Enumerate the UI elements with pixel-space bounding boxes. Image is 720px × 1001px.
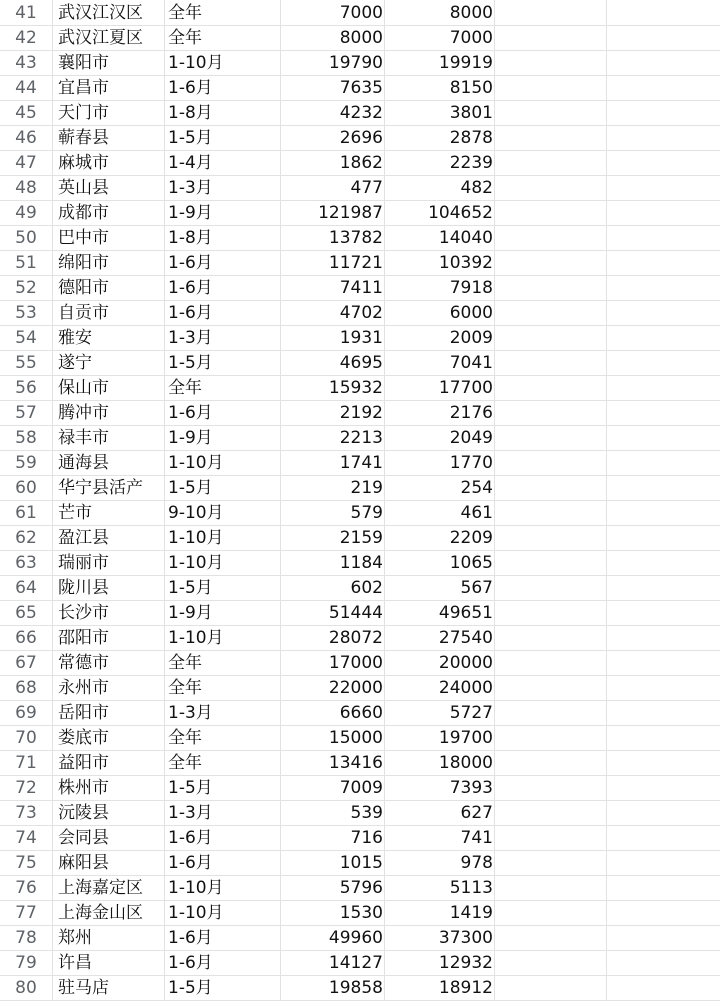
cell-value-2[interactable]: 7918 [449,278,493,298]
cell-period[interactable]: 1-10月 [168,453,224,473]
cell-value-2[interactable]: 254 [460,478,493,498]
cell-period[interactable]: 1-6月 [168,853,213,873]
cell-period[interactable]: 1-3月 [168,328,213,348]
cell-value-1[interactable]: 2192 [339,403,383,423]
cell-value-2[interactable]: 12932 [438,953,493,973]
cell-value-1[interactable]: 51444 [328,603,383,623]
cell-value-1[interactable]: 539 [350,803,383,823]
row-number[interactable]: 79 [15,953,37,973]
row-number[interactable]: 80 [15,978,37,998]
table-row[interactable] [0,801,720,826]
cell-value-2[interactable]: 8150 [449,78,493,98]
cell-value-1[interactable]: 19790 [328,53,383,73]
row-number[interactable]: 69 [15,703,37,723]
cell-city[interactable]: 长沙市 [58,603,109,623]
cell-value-1[interactable]: 14127 [328,953,383,973]
cell-value-2[interactable]: 2176 [449,403,493,423]
cell-city[interactable]: 株州市 [58,778,109,798]
row-number[interactable]: 64 [15,578,37,598]
row-number[interactable]: 65 [15,603,37,623]
row-number[interactable]: 46 [15,128,37,148]
cell-value-1[interactable]: 15000 [328,728,383,748]
row-number[interactable]: 73 [15,803,37,823]
row-number[interactable]: 74 [15,828,37,848]
row-number[interactable]: 72 [15,778,37,798]
cell-period[interactable]: 1-6月 [168,828,213,848]
cell-value-2[interactable]: 2209 [449,528,493,548]
cell-value-2[interactable]: 482 [460,178,493,198]
cell-value-2[interactable]: 19700 [438,728,493,748]
cell-value-1[interactable]: 13416 [328,753,383,773]
cell-period[interactable]: 1-9月 [168,203,213,223]
cell-value-1[interactable]: 602 [350,578,383,598]
row-number[interactable]: 58 [15,428,37,448]
cell-value-2[interactable]: 2878 [449,128,493,148]
table-row[interactable] [0,101,720,126]
row-number[interactable]: 53 [15,303,37,323]
cell-value-1[interactable]: 219 [350,478,383,498]
cell-value-2[interactable]: 18912 [438,978,493,998]
table-row[interactable] [0,376,720,401]
cell-value-1[interactable]: 1862 [339,153,383,173]
cell-period[interactable]: 1-4月 [168,153,213,173]
cell-period[interactable]: 1-5月 [168,128,213,148]
cell-value-1[interactable]: 1530 [339,903,383,923]
row-number[interactable]: 75 [15,853,37,873]
cell-value-2[interactable]: 741 [460,828,493,848]
cell-city[interactable]: 益阳市 [58,753,109,773]
table-row[interactable] [0,626,720,651]
row-number[interactable]: 50 [15,228,37,248]
cell-value-2[interactable]: 7000 [449,28,493,48]
cell-period[interactable]: 全年 [168,28,202,48]
table-row[interactable] [0,901,720,926]
cell-value-1[interactable]: 15932 [328,378,383,398]
cell-period[interactable]: 1-6月 [168,403,213,423]
table-row[interactable] [0,26,720,51]
cell-value-1[interactable]: 477 [350,178,383,198]
cell-city[interactable]: 禄丰市 [58,428,109,448]
cell-value-2[interactable]: 8000 [449,3,493,23]
cell-value-2[interactable]: 1770 [449,453,493,473]
cell-period[interactable]: 1-10月 [168,553,224,573]
row-number[interactable]: 56 [15,378,37,398]
cell-value-1[interactable]: 13782 [328,228,383,248]
row-number[interactable]: 42 [15,28,37,48]
row-number[interactable]: 62 [15,528,37,548]
cell-value-1[interactable]: 2213 [339,428,383,448]
cell-period[interactable]: 全年 [168,753,202,773]
row-number[interactable]: 68 [15,678,37,698]
cell-period[interactable]: 1-9月 [168,428,213,448]
table-row[interactable] [0,476,720,501]
row-number[interactable]: 63 [15,553,37,573]
table-row[interactable] [0,301,720,326]
cell-value-2[interactable]: 104652 [428,203,493,223]
cell-period[interactable]: 1-10月 [168,628,224,648]
cell-period[interactable]: 1-10月 [168,903,224,923]
cell-period[interactable]: 1-10月 [168,878,224,898]
cell-city[interactable]: 娄底市 [58,728,109,748]
cell-value-2[interactable]: 2009 [449,328,493,348]
cell-city[interactable]: 成都市 [58,203,109,223]
cell-city[interactable]: 沅陵县 [58,803,109,823]
cell-value-1[interactable]: 28072 [328,628,383,648]
cell-city[interactable]: 瑞丽市 [58,553,109,573]
row-number[interactable]: 77 [15,903,37,923]
cell-period[interactable]: 全年 [168,678,202,698]
cell-value-1[interactable]: 19858 [328,978,383,998]
table-row[interactable] [0,201,720,226]
cell-period[interactable]: 1-6月 [168,278,213,298]
cell-value-2[interactable]: 627 [460,803,493,823]
cell-city[interactable]: 陇川县 [58,578,109,598]
cell-value-1[interactable]: 1931 [339,328,383,348]
row-number[interactable]: 71 [15,753,37,773]
cell-city[interactable]: 会同县 [58,828,109,848]
table-row[interactable] [0,401,720,426]
cell-city[interactable]: 蕲春县 [58,128,109,148]
cell-value-2[interactable]: 14040 [438,228,493,248]
table-row[interactable] [0,501,720,526]
cell-period[interactable]: 1-6月 [168,928,213,948]
row-number[interactable]: 48 [15,178,37,198]
cell-period[interactable]: 1-6月 [168,78,213,98]
cell-period[interactable]: 1-3月 [168,803,213,823]
table-row[interactable] [0,826,720,851]
cell-value-1[interactable]: 121987 [318,203,383,223]
table-row[interactable] [0,876,720,901]
row-number[interactable]: 55 [15,353,37,373]
row-number[interactable]: 61 [15,503,37,523]
table-row[interactable] [0,851,720,876]
cell-value-1[interactable]: 2696 [339,128,383,148]
cell-period[interactable]: 全年 [168,378,202,398]
table-row[interactable] [0,951,720,976]
cell-city[interactable]: 雅安 [58,328,92,348]
table-row[interactable] [0,151,720,176]
cell-period[interactable]: 1-8月 [168,103,213,123]
table-row[interactable] [0,251,720,276]
cell-value-2[interactable]: 2239 [449,153,493,173]
row-number[interactable]: 41 [15,3,37,23]
cell-city[interactable]: 绵阳市 [58,253,109,273]
table-row[interactable] [0,226,720,251]
cell-city[interactable]: 驻马店 [58,978,109,998]
cell-city[interactable]: 保山市 [58,378,109,398]
table-row[interactable] [0,276,720,301]
cell-city[interactable]: 襄阳市 [58,53,109,73]
row-number[interactable]: 57 [15,403,37,423]
row-number[interactable]: 66 [15,628,37,648]
cell-city[interactable]: 盈江县 [58,528,109,548]
cell-value-2[interactable]: 1065 [449,553,493,573]
cell-value-2[interactable]: 461 [460,503,493,523]
cell-city[interactable]: 天门市 [58,103,109,123]
table-row[interactable] [0,701,720,726]
cell-value-1[interactable]: 8000 [339,28,383,48]
cell-city[interactable]: 岳阳市 [58,703,109,723]
table-row[interactable] [0,651,720,676]
cell-value-2[interactable]: 1419 [449,903,493,923]
cell-period[interactable]: 1-6月 [168,303,213,323]
table-row[interactable] [0,726,720,751]
table-row[interactable] [0,51,720,76]
cell-value-1[interactable]: 4695 [339,353,383,373]
cell-period[interactable]: 1-5月 [168,578,213,598]
cell-value-2[interactable]: 49651 [438,603,493,623]
cell-value-1[interactable]: 22000 [328,678,383,698]
cell-city[interactable]: 巴中市 [58,228,109,248]
row-number[interactable]: 54 [15,328,37,348]
cell-city[interactable]: 上海金山区 [58,903,143,923]
cell-value-2[interactable]: 19919 [438,53,493,73]
cell-value-2[interactable]: 567 [460,578,493,598]
cell-value-1[interactable]: 7000 [339,3,383,23]
table-row[interactable] [0,676,720,701]
row-number[interactable]: 60 [15,478,37,498]
table-row[interactable] [0,326,720,351]
table-row[interactable] [0,751,720,776]
table-row[interactable] [0,601,720,626]
row-number[interactable]: 47 [15,153,37,173]
cell-value-1[interactable]: 11721 [328,253,383,273]
cell-city[interactable]: 英山县 [58,178,109,198]
table-row[interactable] [0,551,720,576]
cell-city[interactable]: 许昌 [58,953,92,973]
cell-city[interactable]: 武汉江汉区 [58,3,143,23]
table-row[interactable] [0,976,720,1001]
cell-value-1[interactable]: 579 [350,503,383,523]
row-number[interactable]: 78 [15,928,37,948]
row-number[interactable]: 76 [15,878,37,898]
row-number[interactable]: 43 [15,53,37,73]
cell-value-2[interactable]: 18000 [438,753,493,773]
cell-value-1[interactable]: 7009 [339,778,383,798]
cell-city[interactable]: 常德市 [58,653,109,673]
cell-period[interactable]: 9-10月 [168,503,224,523]
cell-value-1[interactable]: 1184 [339,553,383,573]
cell-city[interactable]: 自贡市 [58,303,109,323]
cell-value-2[interactable]: 20000 [438,653,493,673]
cell-value-1[interactable]: 5796 [339,878,383,898]
table-row[interactable] [0,576,720,601]
cell-city[interactable]: 遂宁 [58,353,92,373]
cell-period[interactable]: 1-6月 [168,953,213,973]
cell-value-1[interactable]: 4702 [339,303,383,323]
row-number[interactable]: 49 [15,203,37,223]
cell-value-1[interactable]: 7635 [339,78,383,98]
row-number[interactable]: 45 [15,103,37,123]
cell-period[interactable]: 1-3月 [168,178,213,198]
cell-period[interactable]: 1-5月 [168,353,213,373]
cell-period[interactable]: 全年 [168,728,202,748]
cell-value-2[interactable]: 978 [460,853,493,873]
table-row[interactable] [0,426,720,451]
table-row[interactable] [0,926,720,951]
cell-city[interactable]: 武汉江夏区 [58,28,143,48]
row-number[interactable]: 44 [15,78,37,98]
cell-value-1[interactable]: 716 [350,828,383,848]
cell-value-1[interactable]: 49960 [328,928,383,948]
cell-period[interactable]: 全年 [168,3,202,23]
table-row[interactable] [0,1,720,26]
cell-value-2[interactable]: 7393 [449,778,493,798]
cell-value-2[interactable]: 37300 [438,928,493,948]
cell-period[interactable]: 1-3月 [168,703,213,723]
row-number[interactable]: 67 [15,653,37,673]
cell-value-2[interactable]: 3801 [449,103,493,123]
cell-period[interactable]: 1-8月 [168,228,213,248]
cell-value-1[interactable]: 1015 [339,853,383,873]
cell-period[interactable]: 全年 [168,653,202,673]
cell-city[interactable]: 郑州 [58,928,92,948]
cell-period[interactable]: 1-10月 [168,53,224,73]
cell-city[interactable]: 永州市 [58,678,109,698]
cell-value-1[interactable]: 4232 [339,103,383,123]
cell-city[interactable]: 腾冲市 [58,403,109,423]
table-row[interactable] [0,351,720,376]
cell-city[interactable]: 麻阳县 [58,853,109,873]
row-number[interactable]: 51 [15,253,37,273]
cell-city[interactable]: 芒市 [58,503,92,523]
table-row[interactable] [0,776,720,801]
cell-value-2[interactable]: 2049 [449,428,493,448]
cell-value-1[interactable]: 6660 [339,703,383,723]
cell-period[interactable]: 1-10月 [168,528,224,548]
cell-city[interactable]: 德阳市 [58,278,109,298]
cell-period[interactable]: 1-5月 [168,478,213,498]
table-row[interactable] [0,126,720,151]
cell-value-1[interactable]: 2159 [339,528,383,548]
cell-city[interactable]: 华宁县活产 [58,478,143,498]
cell-period[interactable]: 1-6月 [168,253,213,273]
row-number[interactable]: 52 [15,278,37,298]
cell-city[interactable]: 邵阳市 [58,628,109,648]
cell-period[interactable]: 1-5月 [168,978,213,998]
table-row[interactable] [0,176,720,201]
cell-value-1[interactable]: 17000 [328,653,383,673]
table-row[interactable] [0,451,720,476]
cell-period[interactable]: 1-5月 [168,778,213,798]
cell-value-2[interactable]: 10392 [438,253,493,273]
row-number[interactable]: 70 [15,728,37,748]
cell-value-2[interactable]: 5113 [449,878,493,898]
cell-value-2[interactable]: 17700 [438,378,493,398]
cell-value-2[interactable]: 7041 [449,353,493,373]
cell-city[interactable]: 通海县 [58,453,109,473]
cell-period[interactable]: 1-9月 [168,603,213,623]
cell-city[interactable]: 上海嘉定区 [58,878,143,898]
table-row[interactable] [0,76,720,101]
cell-value-2[interactable]: 6000 [449,303,493,323]
cell-city[interactable]: 麻城市 [58,153,109,173]
cell-value-1[interactable]: 1741 [339,453,383,473]
table-row[interactable] [0,526,720,551]
cell-value-2[interactable]: 24000 [438,678,493,698]
cell-value-1[interactable]: 7411 [339,278,383,298]
cell-value-2[interactable]: 5727 [449,703,493,723]
row-number[interactable]: 59 [15,453,37,473]
cell-value-2[interactable]: 27540 [438,628,493,648]
cell-city[interactable]: 宜昌市 [58,78,109,98]
